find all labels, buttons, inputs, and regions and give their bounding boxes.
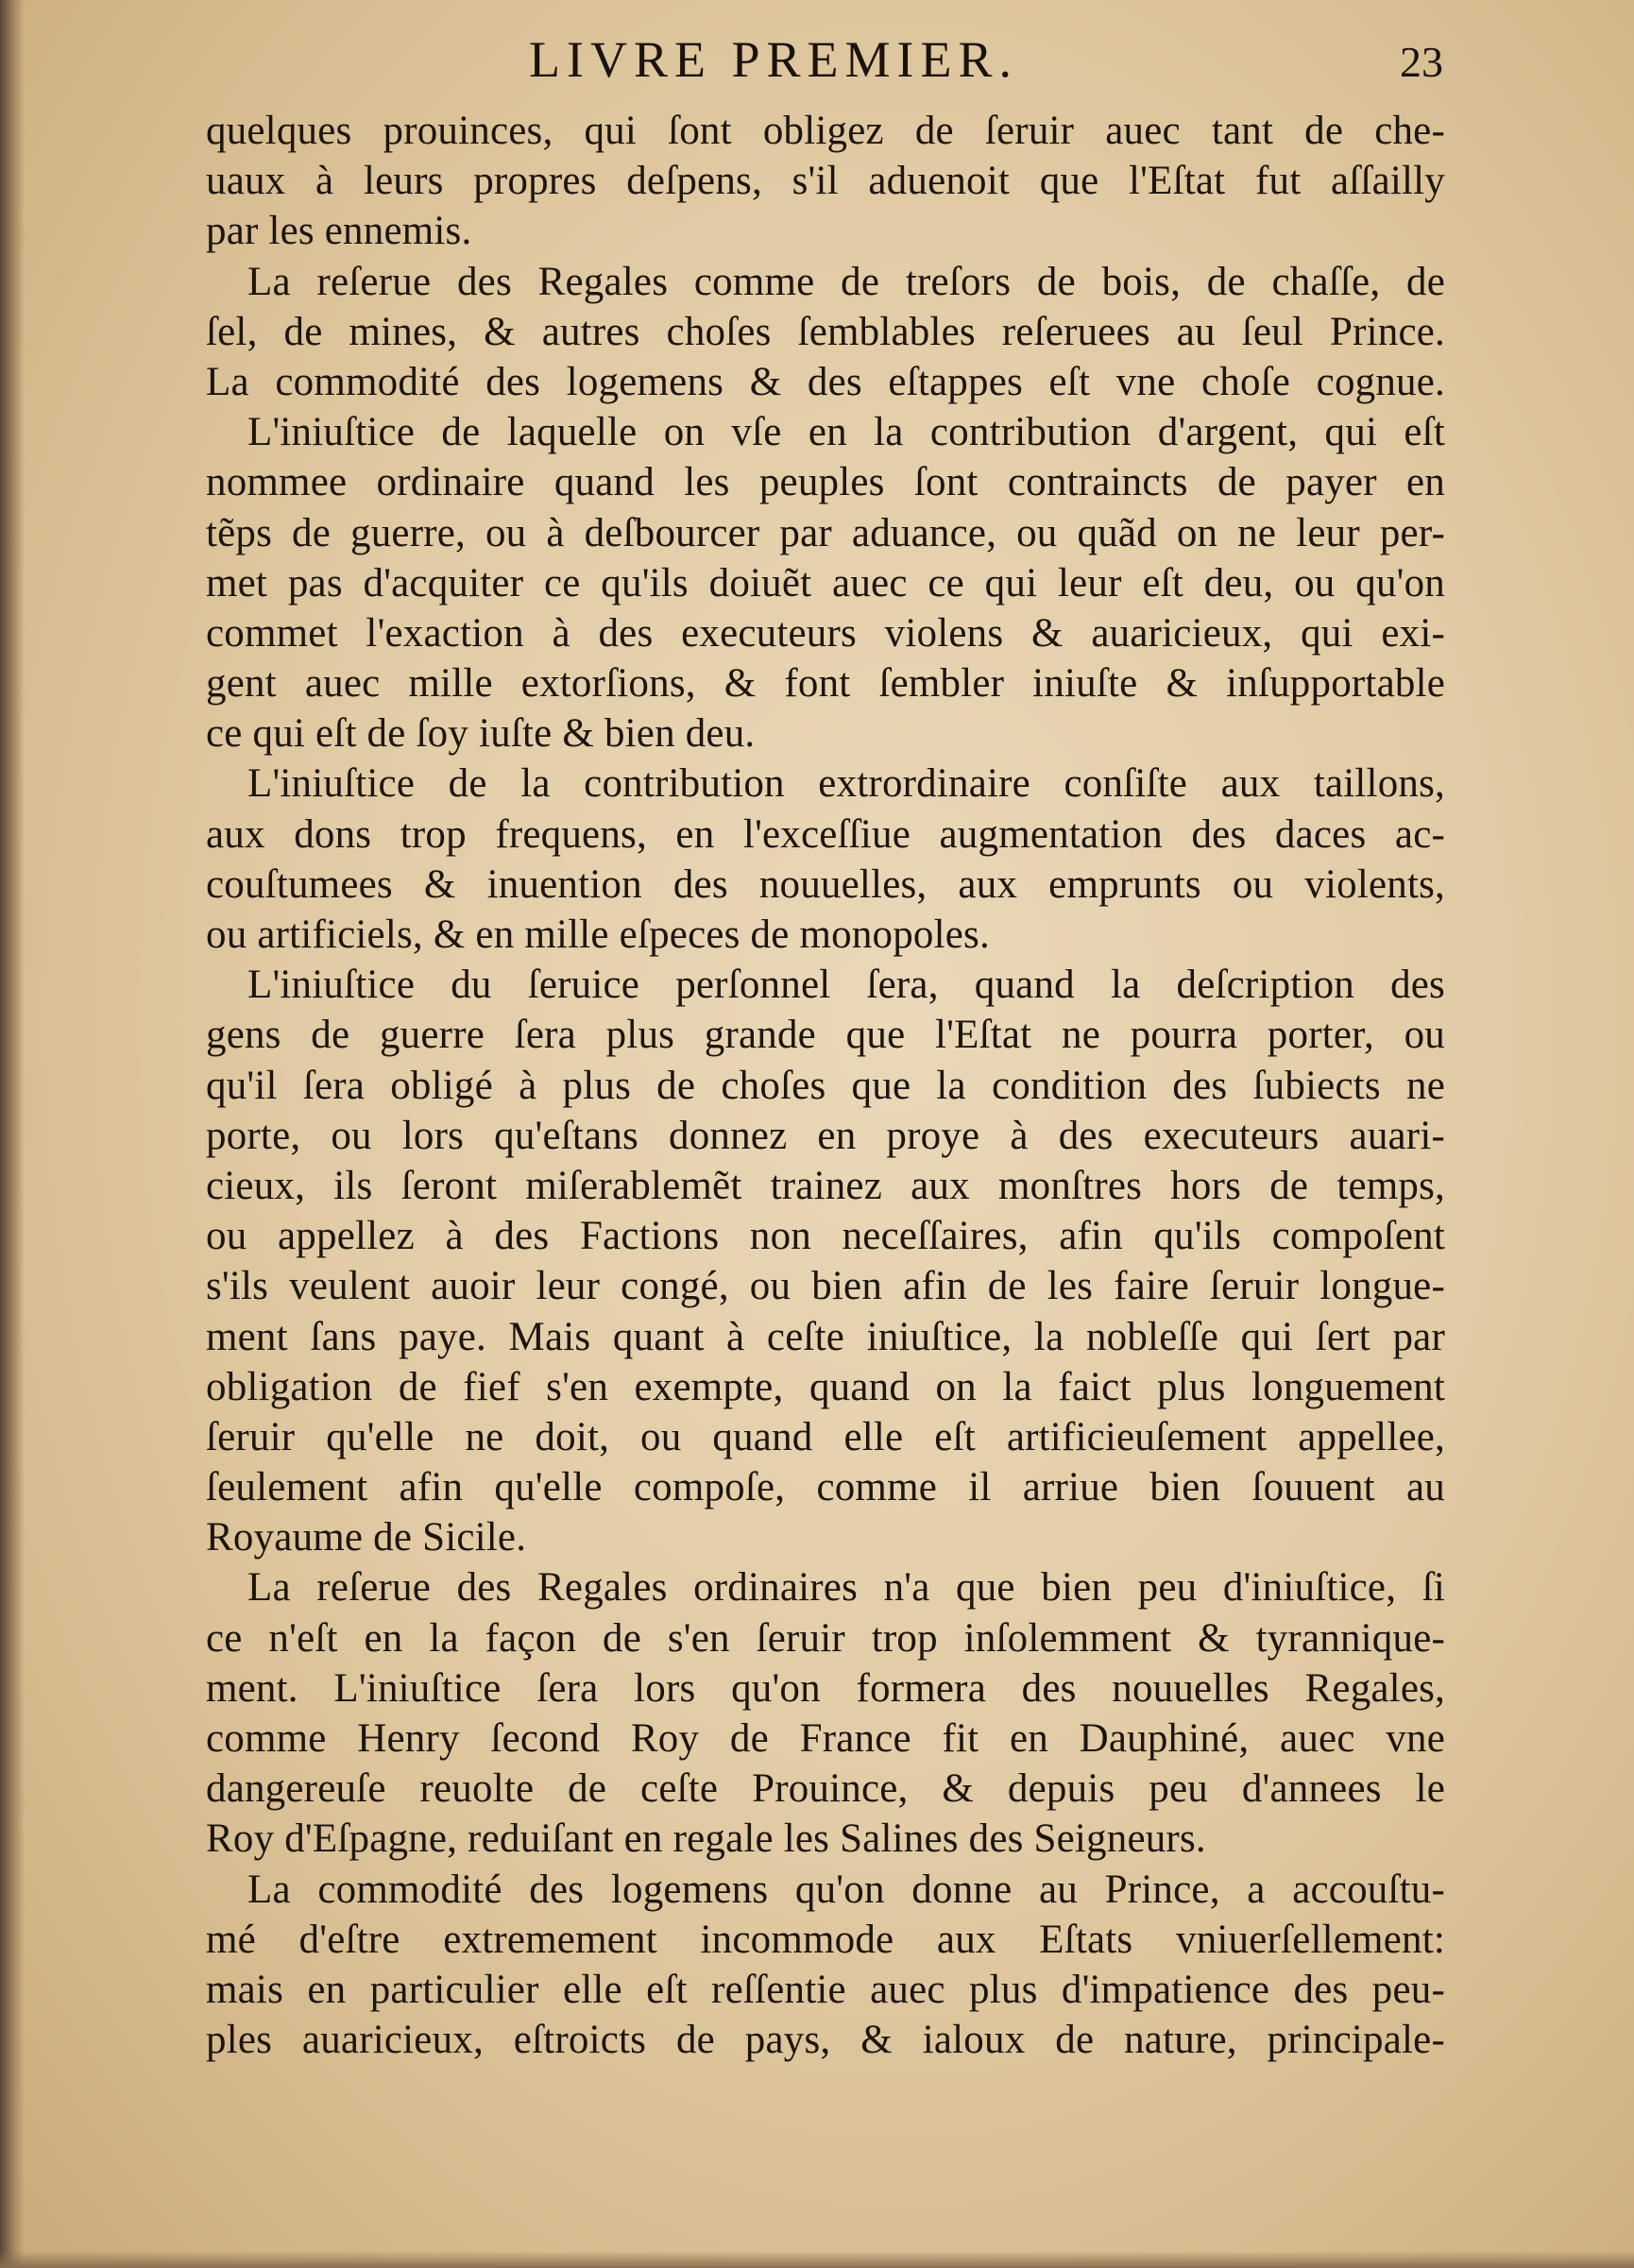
text-line: Royaume de Sicile. bbox=[206, 1515, 527, 1560]
text-line: commet l'exaction à des executeurs violens & auaricieux, qui exi- bbox=[206, 610, 1445, 656]
text-line: ce qui eſt de ſoy iuſte & bien deu. bbox=[206, 711, 756, 757]
page-gutter-shadow bbox=[0, 0, 25, 2268]
text-line: ment ſans paye. Mais quant à ceſte iniuſtice, la nobleſſe qui ſert par bbox=[206, 1314, 1445, 1359]
running-title: LIVRE PREMIER. bbox=[529, 31, 1019, 88]
text-line: couſtumees & inuention des nouuelles, aux emprunts ou violents, bbox=[206, 861, 1445, 907]
text-line: tẽps de guerre, ou à deſbourcer par aduance, ou quãd on ne leur per- bbox=[206, 510, 1445, 555]
text-line: gent auec mille extorſions, & font ſembler iniuſte & inſupportable bbox=[206, 661, 1445, 707]
text-line: cieux, ils ſeront miſerablemẽt trainez aux monſtres hors de temps, bbox=[206, 1163, 1445, 1208]
text-line: La commodité des logemens qu'on donne au Prince, a accouſtu- bbox=[247, 1867, 1445, 1912]
paragraph bbox=[206, 357, 1445, 407]
paragraph bbox=[206, 106, 1445, 257]
text-line: La commodité des logemens & des eſtappes eſt vne choſe cognue. bbox=[206, 359, 1445, 404]
text-line: ce n'eſt en la façon de s'en ſeruir trop inſolemment & tyrannique- bbox=[206, 1615, 1445, 1661]
text-line: ou artificiels, & en mille eſpeces de monopoles. bbox=[206, 912, 990, 957]
text-line: La reſerue des Regales comme de treſors de bois, de chaſſe, de bbox=[247, 259, 1445, 304]
text-line: L'iniuſtice de la contribution extrordinaire conſiſte aux taillons, bbox=[247, 761, 1445, 807]
text-line: L'iniuſtice du ſeruice perſonnel ſera, quand la deſcription des bbox=[247, 963, 1445, 1008]
text-line: quelques prouinces, qui ſont obligez de ſeruir auec tant de che- bbox=[206, 109, 1445, 153]
text-line: ſel, de mines, & autres choſes ſemblables reſeruees au ſeul Prince. bbox=[206, 309, 1445, 354]
text-line: s'ils veulent auoir leur congé, ou bien afin de les faire ſeruir longue- bbox=[206, 1264, 1445, 1309]
text-line: mé d'eſtre extremement incommode aux Eſtats vniuerſellement: bbox=[206, 1917, 1445, 1962]
text-line: La reſerue des Regales ordinaires n'a que bien peu d'iniuſtice, ſi bbox=[247, 1565, 1445, 1611]
text-line: Roy d'Eſpagne, reduiſant en regale les Salines des Seigneurs. bbox=[206, 1816, 1206, 1862]
text-line: ples auaricieux, eſtroicts de pays, & ialoux de nature, principale- bbox=[206, 2018, 1445, 2063]
text-line: nommee ordinaire quand les peuples ſont contraincts de payer en bbox=[206, 460, 1445, 505]
text-line: met pas d'acquiter ce qu'ils doiuẽt auec ce qui leur eſt deu, ou qu'on bbox=[206, 560, 1445, 605]
paragraph bbox=[206, 1562, 1445, 1864]
running-head bbox=[0, 26, 1634, 93]
paragraph bbox=[206, 960, 1445, 1562]
text-line: mais en particulier elle eſt reſſentie auec plus d'impatience des peu- bbox=[206, 1967, 1445, 2012]
text-line: ſeulement afin qu'elle compoſe, comme il arriue bien ſouuent au bbox=[206, 1465, 1445, 1510]
text-line: obligation de fief s'en exempte, quand on la faict plus longuement bbox=[206, 1364, 1445, 1409]
text-line: dangereuſe reuolte de ceſte Prouince, & depuis peu d'annees le bbox=[206, 1766, 1445, 1812]
paragraph bbox=[206, 1865, 1445, 2066]
text-line: aux dons trop frequens, en l'exceſſiue augmentation des daces ac- bbox=[206, 811, 1445, 857]
text-line: gens de guerre ſera plus grande que l'Eſtat ne pourra porter, ou bbox=[206, 1013, 1445, 1058]
page-bottom-shadow bbox=[0, 2251, 1634, 2268]
text-line: uaux à leurs propres deſpens, s'il aduenoit que l'Eſtat fut aſſailly bbox=[206, 159, 1445, 204]
paragraph bbox=[206, 759, 1445, 960]
text-line: ou appellez à des Factions non neceſſaires, afin qu'ils compoſent bbox=[206, 1214, 1445, 1259]
body-text bbox=[206, 106, 1445, 2065]
text-line: porte, ou lors qu'eſtans donnez en proye à des executeurs auari- bbox=[206, 1113, 1445, 1158]
text-line: comme Henry ſecond Roy de France fit en Dauphiné, auec vne bbox=[206, 1716, 1445, 1761]
text-line: par les ennemis. bbox=[206, 209, 472, 254]
text-line: ment. L'iniuſtice ſera lors qu'on formera des nouuelles Regales, bbox=[206, 1665, 1445, 1711]
text-line: L'iniuſtice de laquelle on vſe en la contribution d'argent, qui eſt bbox=[247, 410, 1445, 455]
text-line: qu'il ſera obligé à plus de choſes que la condition des ſubiects ne bbox=[206, 1063, 1445, 1108]
page-number: 23 bbox=[1400, 38, 1443, 86]
paragraph bbox=[206, 407, 1445, 759]
text-line: ſeruir qu'elle ne doit, ou quand elle eſt artificieuſement appellee, bbox=[206, 1414, 1445, 1459]
paragraph bbox=[206, 257, 1445, 357]
